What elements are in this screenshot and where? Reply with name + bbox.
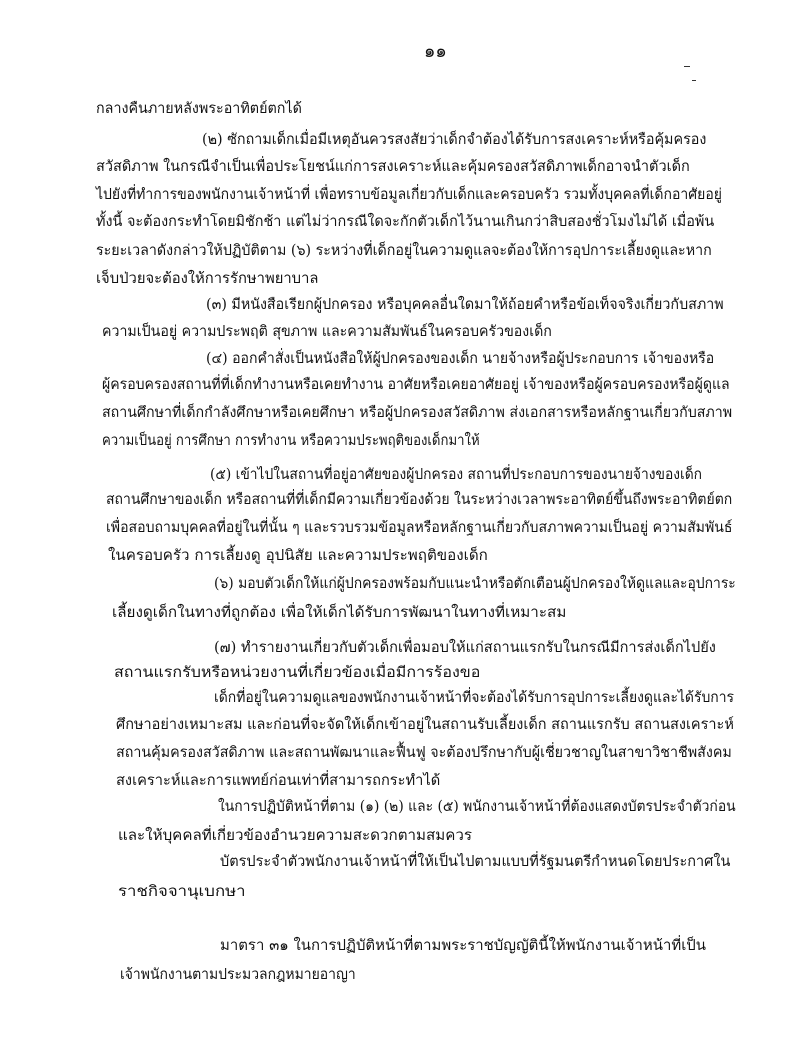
text-line: สถานศึกษาของเด็ก หรือสถานที่ที่เด็กมีความเกี่ยวข้องด้วย ในระหว่างเวลาพระอาทิตย์ขึ้นถึงพระอาทิตย์ตก (106, 491, 733, 508)
text-line: เจ้าพนักงานตามประมวลกฎหมายอาญา (120, 966, 356, 983)
text-line: ราชกิจจานุเบกษา (118, 883, 246, 900)
text-line: เจ็บป่วยจะต้องให้การรักษาพยาบาล (96, 270, 319, 287)
text-line: (๗) ทำรายงานเกี่ยวกับตัวเด็กเพื่อมอบให้แก่สถานแรกรับในกรณีมีการส่งเด็กไปยัง (214, 639, 716, 656)
text-line: และให้บุคคลที่เกี่ยวข้องอำนวยความสะดวกตามสมควร (118, 827, 473, 844)
text-line: (๔) ออกคำสั่งเป็นหนังสือให้ผู้ปกครองของเด็ก นายจ้างหรือผู้ประกอบการ เจ้าของหรือ (206, 350, 715, 367)
text-line: เลี้ยงดูเด็กในทางที่ถูกต้อง เพื่อให้เด็กได้รับการพัฒนาในทางที่เหมาะสม (112, 604, 567, 621)
text-line: (๓) มีหนังสือเรียกผู้ปกครอง หรือบุคคลอื่นใดมาให้ถ้อยคำหรือข้อเท็จจริงเกี่ยวกับสภาพ (206, 296, 724, 313)
text-line: สวัสดิภาพ ในกรณีจำเป็นเพื่อประโยชน์แก่การสงเคราะห์และคุ้มครองสวัสดิภาพเด็กอาจนำตัวเด็ก (96, 158, 690, 175)
text-line: ระยะเวลาดังกล่าวให้ปฏิบัติตาม (๖) ระหว่างที่เด็กอยู่ในความดูแลจะต้องให้การอุปการะเลี้ยงดูและหาก (96, 242, 712, 259)
text-line: สงเคราะห์และการแพทย์ก่อนเท่าที่สามารถกระทำได้ (116, 772, 441, 789)
text-line: ในครอบครัว การเลี้ยงดู อุปนิสัย และความประพฤติของเด็ก (108, 547, 488, 564)
text-line: ศึกษาอย่างเหมาะสม และก่อนที่จะจัดให้เด็กเข้าอยู่ในสถานรับเลี้ยงเด็ก สถานแรกรับ สถานสงเคราะห์ (116, 716, 734, 733)
text-line: กลางคืนภายหลังพระอาทิตย์ตกได้ (96, 100, 302, 117)
text-line: (๖) มอบตัวเด็กให้แก่ผู้ปกครองพร้อมกับแนะนำหรือตักเตือนผู้ปกครองให้ดูแลและอุปการะ (214, 575, 736, 592)
scan-speck (692, 80, 696, 81)
text-line: ในการปฏิบัติหน้าที่ตาม (๑) (๒) และ (๕) พนักงานเจ้าหน้าที่ต้องแสดงบัตรประจำตัวก่อน (218, 798, 736, 815)
page-number: ๑๑ (424, 41, 447, 62)
text-line: ทั้งนี้ จะต้องกระทำโดยมิชักช้า แต่ไม่ว่ากรณีใดจะกักตัวเด็กไว้นานเกินกว่าสิบสองชั่วโมงไม่ได้ เมื่อพ้น (96, 213, 715, 230)
text-line: (๒) ซักถามเด็กเมื่อมีเหตุอันควรสงสัยว่าเด็กจำต้องได้รับการสงเคราะห์หรือคุ้มครอง (202, 131, 707, 148)
text-line: ความเป็นอยู่ การศึกษา การทำงาน หรือความประพฤติของเด็กมาให้ (102, 432, 480, 449)
text-line: สถานศึกษาที่เด็กกำลังศึกษาหรือเคยศึกษา หรือผู้ปกครองสวัสดิภาพ ส่งเอกสารหรือหลักฐานเกี่ยวกับสภาพ (102, 404, 733, 421)
text-line: เพื่อสอบถามบุคคลที่อยู่ในที่นั้น ๆ และรวบรวมข้อมูลหรือหลักฐานเกี่ยวกับสภาพความเป็นอยู่ ความสัมพันธ์ (106, 519, 733, 536)
text-line: มาตรา ๓๑ ในการปฏิบัติหน้าที่ตามพระราชบัญญัตินี้ให้พนักงานเจ้าหน้าที่เป็น (220, 937, 706, 954)
text-line: ผู้ครอบครองสถานที่ที่เด็กทำงานหรือเคยทำงาน อาศัยหรือเคยอาศัยอยู่ เจ้าของหรือผู้ครอบครองหรือผู้ดูแล (102, 376, 730, 393)
text-line: สถานแรกรับหรือหน่วยงานที่เกี่ยวข้องเมื่อมีการร้องขอ (114, 664, 481, 681)
text-line: (๕) เข้าไปในสถานที่อยู่อาศัยของผู้ปกครอง สถานที่ประกอบการของนายจ้างของเด็ก (210, 466, 703, 483)
text-line: สถานคุ้มครองสวัสดิภาพ และสถานพัฒนาและฟื้นฟู จะต้องปรึกษากับผู้เชี่ยวชาญในสาขาวิชาชีพสังคม (116, 744, 732, 761)
text-line: บัตรประจำตัวพนักงานเจ้าหน้าที่ให้เป็นไปตามแบบที่รัฐมนตรีกำหนดโดยประกาศใน (220, 853, 731, 870)
text-line: ความเป็นอยู่ ความประพฤติ สุขภาพ และความสัมพันธ์ในครอบครัวของเด็ก (102, 323, 552, 340)
scan-speck (684, 66, 690, 67)
text-line: ไปยังที่ทำการของพนักงานเจ้าหน้าที่ เพื่อทราบข้อมูลเกี่ยวกับเด็กและครอบครัว รวมทั้งบุคคลที่เด็กอาศัยอยู่ (96, 186, 722, 203)
text-line: เด็กที่อยู่ในความดูแลของพนักงานเจ้าหน้าที่จะต้องได้รับการอุปการะเลี้ยงดูและได้รับการ (214, 689, 735, 706)
